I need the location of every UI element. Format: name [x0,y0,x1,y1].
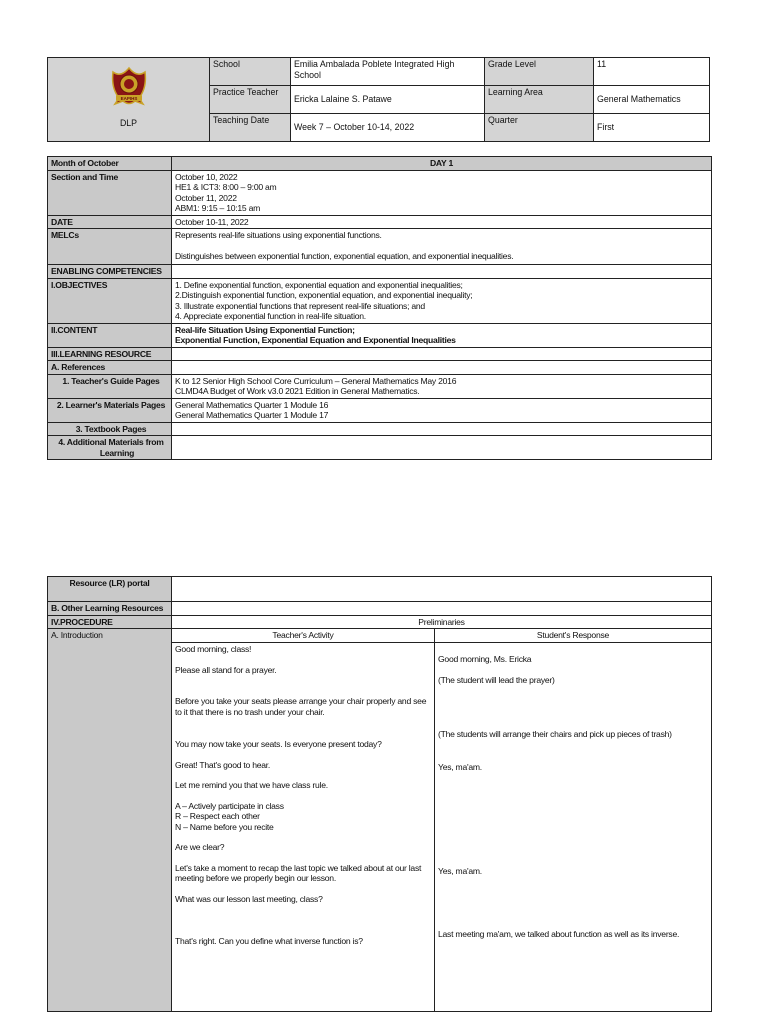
section-line: October 11, 2022 [175,192,237,203]
grade-value: 11 [594,58,710,86]
additional-materials-label: 4. Additional Materials from Learning [48,436,172,460]
lr-portal-value [172,577,712,602]
date-label: Teaching Date [210,114,291,142]
resource-value [172,347,712,361]
objective-item: 4. Appreciate exponential function in real-life situation. [175,311,366,321]
date-value: Week 7 – October 10-14, 2022 [291,114,485,142]
student-response-cell [435,643,712,1012]
content-line: Exponential Function, Exponential Equation and Exponential Inequalities [175,335,456,345]
objective-item: 3. Illustrate exponential functions that represent real-life situations; and [175,300,425,311]
student-response-header: Student's Response [435,629,712,643]
school-label: School [210,58,291,86]
melcs-value [172,229,712,265]
quarter-label: Quarter [485,114,594,142]
materials-line: General Mathematics Quarter 1 Module 17 [175,410,329,420]
introduction-label: A. Introduction [48,629,172,1012]
class-rule-r: R – Respect each other [175,811,260,821]
guide-line: CLMD4A Budget of Work v3.0 2021 Edition in General Mathematics. [175,386,420,396]
textbook-value [172,422,712,436]
guide-line: K to 12 Senior High School Core Curriculum – General Mathematics May 2016 [175,375,457,386]
learners-materials-value [172,398,712,422]
section-line: HE1 & ICT3: 8:00 – 9:00 am [175,182,277,192]
class-rule-a: A – Actively participate in class [175,800,284,811]
teacher-line: Great! That's good to hear. [175,759,271,770]
svg-text:EAPIHS: EAPIHS [120,96,137,101]
grade-label: Grade Level [485,58,594,86]
references-label: A. References [48,361,172,375]
teacher-line: Please all stand for a prayer. [175,664,277,675]
area-value: General Mathematics [594,86,710,114]
teacher-line: That's right. Can you define what inverse function is? [175,936,363,946]
procedure-label: IV.PROCEDURE [48,615,172,629]
teacher-line: Good morning, class! [175,644,252,654]
teacher-line: Before you take your seats please arrange your chair properly and see to it that there is no trash under your chair. [175,696,427,717]
section-label: Section and Time [48,170,172,215]
enabling-value [172,265,712,279]
teacher-activity-header: Teacher's Activity [172,629,435,643]
teachers-guide-value [172,374,712,398]
logo-cell [48,58,210,142]
teacher-value: Ericka Lalaine S. Patawe [291,86,485,114]
teacher-line: What was our lesson last meeting, class? [175,893,323,904]
area-label: Learning Area [485,86,594,114]
objectives-label: I.OBJECTIVES [48,278,172,323]
preliminaries-label: Preliminaries [172,615,712,629]
student-line: Last meeting ma'am, we talked about function as well as its inverse. [438,928,680,939]
student-line: (The students will arrange their chairs and pick up pieces of trash) [438,729,672,739]
teacher-line: You may now take your seats. Is everyone present today? [175,739,382,749]
teacher-line: Are we clear? [175,842,225,852]
student-line: Yes, ma'am. [438,866,482,876]
references-value [172,361,712,375]
melcs-line: Distinguishes between exponential function, exponential equation, and exponential inequalities. [175,250,514,261]
melcs-line: Represents real-life situations using exponential functions. [175,230,382,240]
class-rule-n: N – Name before you recite [175,821,274,832]
quarter-value: First [594,114,710,142]
school-value: Emilia Ambalada Poblete Integrated High School [291,58,485,86]
lesson-plan-table [47,156,712,460]
date-row-label: DATE [48,215,172,229]
logo-caption: DLP [119,117,138,128]
teachers-guide-label: 1. Teacher's Guide Pages [48,374,172,398]
teacher-line: Let me remind you that we have class rule. [175,780,328,790]
materials-line: General Mathematics Quarter 1 Module 16 [175,399,329,410]
section-value [172,170,712,215]
enabling-label: ENABLING COMPETENCIES [48,265,172,279]
student-line: Good morning, Ms. Ericka [438,654,532,664]
lr-portal-label: Resource (LR) portal [48,577,172,602]
month-label: Month of October [48,157,172,171]
other-resources-label: B. Other Learning Resources [48,602,172,616]
content-value [172,323,712,347]
student-line: Yes, ma'am. [438,761,482,772]
school-logo-icon [107,64,151,110]
content-line: Real-life Situation Using Exponential Function; [175,324,355,335]
section-line: October 10, 2022 [175,171,238,182]
date-row-value: October 10-11, 2022 [172,215,712,229]
section-line: ABM1: 9:15 – 10:15 am [175,203,261,213]
procedure-table [47,576,712,1012]
resource-label: III.LEARNING RESOURCE [48,347,172,361]
day-label: DAY 1 [172,157,712,171]
teacher-activity-cell [172,643,435,1012]
textbook-label: 3. Textbook Pages [48,422,172,436]
teacher-line: Let's take a moment to recap the last topic we talked about at our last meeting before we properly begin our lesson. [175,862,422,883]
header-table [47,57,710,142]
objective-item: 2.Distinguish exponential function, exponential equation, and exponential inequality; [175,290,473,300]
additional-materials-value [172,436,712,460]
objective-item: 1. Define exponential function, exponential equation and exponential inequalities; [175,279,463,290]
objectives-value [172,278,712,323]
other-resources-value [172,602,712,616]
learners-materials-label: 2. Learner's Materials Pages [48,398,172,422]
student-line: (The student will lead the prayer) [438,674,555,685]
teacher-label: Practice Teacher [210,86,291,114]
melcs-label: MELCs [48,229,172,265]
content-label: II.CONTENT [48,323,172,347]
